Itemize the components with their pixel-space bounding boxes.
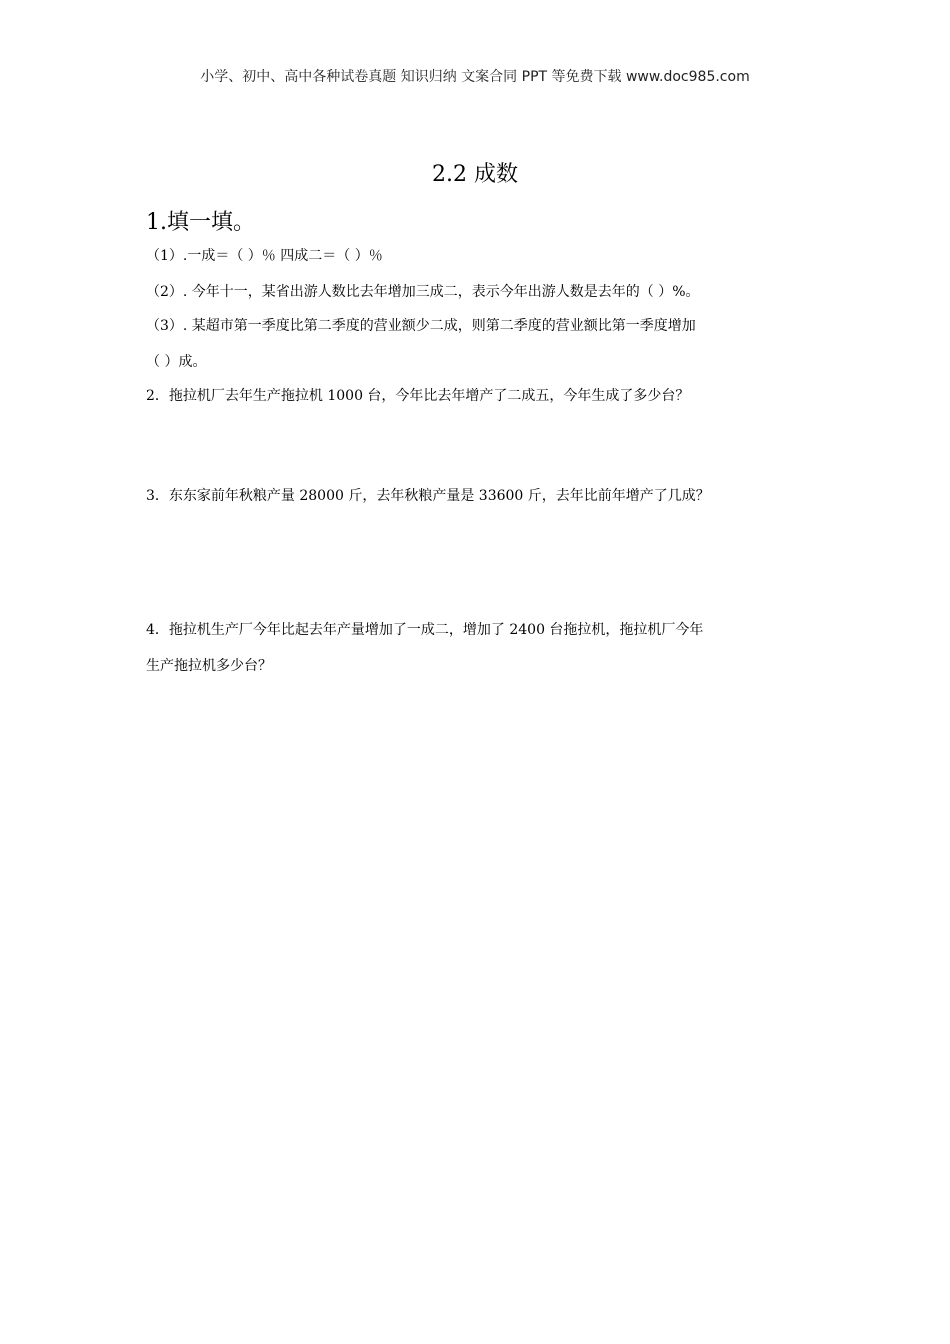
fill-in-item-1: （1）.一成＝（ ）％ 四成二＝（ ）％ xyxy=(146,248,383,264)
question-3: 3．东东家前年秋粮产量 28000 斤，去年秋粮产量是 33600 斤，去年比前年增产了几成？ xyxy=(146,488,710,504)
section-heading-fill-in: 1.填一填。 xyxy=(146,210,255,235)
question-4-line-1: 4．拖拉机生产厂今年比起去年产量增加了一成二，增加了 2400 台拖拉机，拖拉机厂今年 xyxy=(146,622,704,638)
question-2: 2．拖拉机厂去年生产拖拉机 1000 台，今年比去年增产了二成五，今年生成了多少台？ xyxy=(146,388,690,404)
page-header: 小学、初中、高中各种试卷真题 知识归纳 文案合同 PPT 等免费下载 www.doc985.com xyxy=(200,69,750,85)
fill-in-item-3-continued: （ ）成。 xyxy=(146,354,207,370)
fill-in-item-2: （2）. 今年十一，某省出游人数比去年增加三成二，表示今年出游人数是去年的（ ）%。 xyxy=(146,284,700,300)
question-4-line-2: 生产拖拉机多少台？ xyxy=(146,658,272,674)
fill-in-item-3: （3）. 某超市第一季度比第二季度的营业额少二成，则第二季度的营业额比第一季度增加 xyxy=(146,318,696,334)
page-title: 2.2 成数 xyxy=(432,162,518,187)
